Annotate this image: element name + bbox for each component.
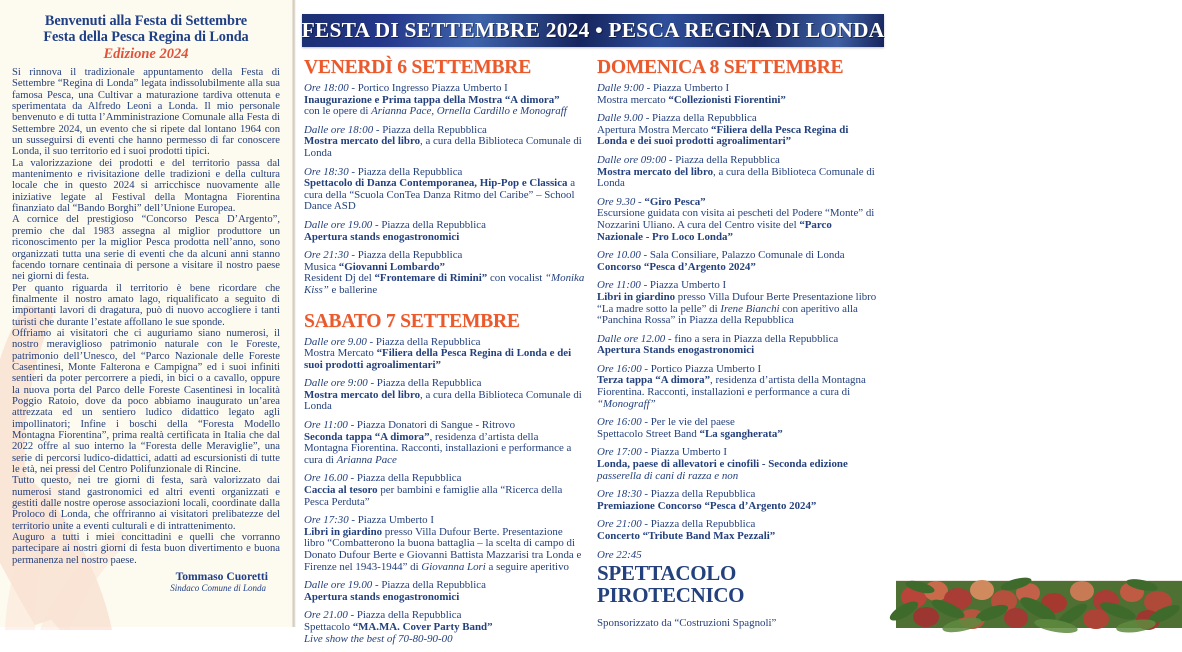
- event-time: Ore 10.00: [597, 249, 641, 262]
- event-place: - Piazza della Repubblica: [348, 249, 463, 262]
- event-time: Dalle ore 09:00: [597, 153, 667, 166]
- edition-label: Edizione 2024: [103, 46, 189, 62]
- event-text: “Monograff”: [597, 397, 656, 410]
- programme-event: [597, 550, 878, 630]
- programme-columns: [296, 47, 886, 652]
- event-text: Mostra mercato del libro: [597, 165, 714, 178]
- programme-event: [304, 220, 585, 243]
- event-text: Seconda tappa “A dimora”: [304, 430, 430, 443]
- programme-event: [304, 83, 585, 118]
- event-place: - Sala Consiliare, Palazzo Comunale di Londa: [640, 249, 845, 262]
- event-text: , residenza d’artista della Montagna Fiorentina. Racconti, installazioni e performance a cura di: [597, 374, 866, 399]
- event-text: presso Villa Dufour Berte Presentazione libro “La madre sotto la pelle” di: [597, 290, 877, 315]
- event-text: a cura della “Scuola ConTea Danza Ritmo del Caribe” – School Dance ASD: [304, 177, 576, 213]
- event-time: Ore 17:30: [304, 514, 349, 527]
- event-time: Ore 9.30: [597, 195, 636, 208]
- event-text: Apertura Stands enogastronomici: [597, 344, 755, 357]
- mayor-paragraph: Per quanto riguarda il territorio è bene ricordare che finalmente il nostro amato lago, riqualificato a seguito di importanti lavori di dragatura, può di nuovo accogliere i tanti turisti che durante l’estate affollano le sue sponde.: [12, 282, 280, 328]
- programme-event: [304, 610, 585, 645]
- event-text: Inaugurazione e Prima tappa della Mostra “A dimora”: [304, 93, 560, 106]
- event-text: con aperitivo alla “Panchina Rossa” in Piazza della Repubblica: [597, 302, 858, 327]
- event-text: Mostra mercato del libro: [304, 135, 421, 148]
- event-text: “Filiera della Pesca Regina di Londa e dei suoi prodotti agroalimentari”: [597, 123, 849, 148]
- event-place: - Piazza della Repubblica: [372, 579, 486, 592]
- programme-event: [304, 125, 585, 160]
- event-text: Caccia al tesoro: [304, 484, 378, 497]
- programme-event: [597, 83, 878, 106]
- column-right: [593, 51, 880, 652]
- programme-event: [597, 250, 878, 273]
- event-place: - Piazza Umberto I: [643, 82, 730, 94]
- event-text: con le opere di: [304, 105, 372, 118]
- programme-event: [597, 155, 878, 190]
- event-text: , residenza d’artista della Montagna Fiorentina. Racconti, installazioni e performance a cura di: [304, 430, 572, 466]
- event-place: - Per le vie del paese: [641, 416, 735, 429]
- event-time: Dalle 9:00: [597, 82, 644, 94]
- event-text: Arianna Pace: [336, 453, 397, 466]
- event-text: Spettacolo Street Band: [597, 427, 700, 440]
- event-text: Concorso “Pesca d’Argento 2024”: [597, 260, 756, 273]
- event-place: - Piazza della Repubblica: [373, 123, 487, 136]
- day-heading-sabato: SABATO 7 SETTEMBRE: [304, 310, 520, 332]
- event-text: “Filiera della Pesca Regina di Londa e dei suoi prodotti agroalimentari”: [304, 347, 572, 371]
- mayor-signature-name: Tommaso Cuoretti: [175, 570, 268, 584]
- event-place: - Piazza Donatori di Sangue - Ritrovo: [347, 419, 516, 432]
- event-time: Dalle ore 18:00: [304, 123, 374, 136]
- mayor-paragraph: A cornice del prestigioso “Concorso Pesca D’Argento”, premio che dal 1983 assegna al miglior produttore un riconoscimento per la miglior Pesca prodotta nell’anno, sono organizzati tutta una serie di eventi che da alcuni anni stanno facendo tornare centinaia di persone a visitare il nostro paese nei giorni di festa.: [12, 214, 280, 283]
- event-place: - “Giro Pesca”: [635, 195, 706, 208]
- programme-event: [304, 515, 585, 573]
- mayor-paragraph: Tutto questo, nei tre giorni di festa, sarà valorizzato dai numerosi stand gastronomici ed altri eventi organizzati e gestiti dalle nostre operose associazioni locali, coordinate dalla Proloco di Londa, che offriranno ai visitatori prelibatezze del territorio unite a eventi culturali e di intrattenimento.: [12, 475, 280, 532]
- event-text: e ballerine: [328, 283, 378, 296]
- event-place: - Piazza Umberto I: [640, 279, 727, 292]
- event-time: Ore 21:00: [597, 518, 642, 531]
- event-place: - Piazza della Repubblica: [366, 335, 481, 348]
- welcome-title-line1: Benvenuti alla Festa di Settembre: [44, 13, 248, 29]
- event-time: Ore 16:00: [597, 416, 642, 429]
- event-place: - Piazza della Repubblica: [642, 112, 757, 125]
- event-time: Ore 21:30: [304, 249, 349, 262]
- event-text: “La sgangherata”: [699, 427, 783, 440]
- event-text: Libri in giardino: [597, 290, 676, 303]
- festival-banner: [302, 14, 884, 47]
- programme-event: [304, 378, 585, 413]
- day-heading-venerdi: VENERDÌ 6 SETTEMBRE: [304, 57, 532, 78]
- event-place: - Piazza della Repubblica: [348, 165, 463, 178]
- event-text: Terza tappa “A dimora”: [597, 374, 711, 387]
- event-text: , a cura della Biblioteca Comunale di Londa: [304, 388, 582, 413]
- event-place: - Piazza della Repubblica: [367, 377, 482, 390]
- event-time: Dalle 9.00: [597, 112, 643, 125]
- event-place: - Portico Ingresso Piazza Umberto I: [348, 82, 508, 94]
- banner-title: FESTA DI SETTEMBRE 2024 • PESCA REGINA DI LONDA: [301, 18, 885, 42]
- programme-event: [304, 337, 585, 372]
- event-place: - Piazza della Repubblica: [347, 609, 462, 622]
- mayor-paragraph: Si rinnova il tradizionale appuntamento della Festa di Settembre “Regina di Londa” legata indissolubilmente alla sua famosa Pesca, una Cultivar a maturazione tardiva ottenuta e sperimentata da Alfredo Leoni a Londa. Il mio personale benvenuto e di tutta l’Amministrazione Comunale alla Festa di Settembre 2024, un evento che si ripete dal lontano 1964 con un susseguirsi di eventi che hanno permesso di far conoscere Londa, il suo territorio ed i suoi prodotti tipici.: [12, 67, 280, 158]
- event-time: Ore 22:45: [597, 548, 642, 561]
- event-time: Ore 18:30: [597, 488, 642, 501]
- event-time: Dalle ore 12.00: [597, 332, 666, 345]
- event-text: per bambini e famiglie alla “Ricerca della Pesca Perduta”: [304, 484, 563, 508]
- event-place: - Piazza Umberto I: [641, 446, 727, 459]
- event-text: Premiazione Concorso “Pesca d’Argento 2024”: [597, 499, 817, 512]
- event-time: Ore 11:00: [304, 419, 348, 432]
- event-text: Mostra mercato: [597, 93, 669, 106]
- programme-event: [597, 197, 878, 243]
- column-left: [304, 51, 593, 652]
- event-place: - Piazza della Repubblica: [641, 518, 756, 531]
- event-text: con vocalist: [487, 272, 545, 285]
- programme-event: [597, 417, 878, 440]
- event-time: Dalle ore 19.00: [304, 579, 373, 592]
- event-place: - Piazza Umberto I: [348, 514, 434, 527]
- event-text: SPETTACOLO PIROTECNICO: [597, 561, 745, 608]
- event-time: Ore 18:30: [304, 165, 349, 178]
- mayor-welcome-panel: [0, 0, 292, 627]
- event-text: Mostra mercato del libro: [304, 388, 421, 401]
- programme-event: [304, 420, 585, 466]
- event-text: Concerto “Tribute Band Max Pezzali”: [597, 530, 776, 542]
- event-text: presso Villa Dufour Berte. Presentazione libro “Combatterono la buona battaglia – la scelta di campo di Donato Dufour Berte e Giovanni Battista Mazzarisi tra Londa e Firenze nel 1943-1944” di: [304, 525, 582, 573]
- event-text: Musica: [304, 260, 339, 273]
- event-time: Ore 18:00: [304, 82, 349, 94]
- event-place: - Piazza della Repubblica: [641, 488, 756, 501]
- programme-event: [304, 167, 585, 213]
- programme-event: [597, 334, 878, 357]
- event-time: Ore 11:00: [597, 279, 641, 292]
- mayor-signature-role: Sindaco Comune di Londa: [170, 583, 266, 594]
- event-text: “Monika Kiss”: [304, 272, 585, 296]
- event-text: Resident Dj del: [304, 272, 375, 285]
- event-text: Libri in giardino: [304, 525, 383, 538]
- programme-event: [597, 364, 878, 410]
- event-text: Irene Bianchi: [720, 302, 780, 315]
- event-place: - Piazza della Repubblica: [347, 472, 462, 485]
- event-time: Ore 21.00: [304, 609, 348, 622]
- event-text: Live show the best of 70-80-90-00: [304, 632, 453, 645]
- day-heading-domenica: DOMENICA 8 SETTEMBRE: [597, 57, 844, 78]
- event-text: Sponsorizzato da “Costruzioni Spagnoli”: [597, 616, 777, 629]
- event-text: “Parco Nazionale - Pro Loco Londa”: [597, 218, 832, 243]
- programme-event: [597, 519, 878, 542]
- event-text: a seguire aperitivo: [485, 560, 569, 573]
- event-text: , a cura della Biblioteca Comunale di Londa: [304, 135, 582, 159]
- event-text: Spettacolo: [304, 620, 353, 633]
- programme-event: [304, 580, 585, 603]
- event-place: - fino a sera in Piazza della Repubblica: [665, 332, 839, 345]
- event-text: Giovanna Lori: [421, 560, 486, 573]
- mayor-paragraph: Auguro a tutti i miei concittadini e quelli che vorranno partecipare ai nostri giorni di festa buon divertimento e buona permanenza nel nostro paese.: [12, 532, 280, 566]
- event-place: - Piazza della Repubblica: [372, 218, 486, 231]
- programme-event: [304, 250, 585, 296]
- event-text: Apertura stands enogastronomici: [304, 230, 460, 243]
- event-time: Ore 16.00: [304, 472, 348, 485]
- mayor-paragraph: La valorizzazione dei prodotti e del territorio passa dal mantenimento e rivisitazione delle tradizioni e della cultura locale che in questo 2024 si arricchisce nuovamente alle iniziative legate al Festival della Montagna Fiorentina finanziato dal “Bando Borghi” dell’Unione Europea.: [12, 157, 280, 215]
- welcome-title-line2: Festa della Pesca Regina di Londa: [43, 28, 249, 45]
- event-text: Apertura stands enogastronomici: [304, 590, 460, 603]
- programme-panel: [296, 0, 886, 645]
- event-place: - Piazza della Repubblica: [666, 153, 780, 166]
- event-text: “Frontemare di Rimini”: [374, 272, 488, 285]
- event-place: - Portico Piazza Umberto I: [641, 362, 762, 375]
- event-text: Londa, paese di allevatori e cinofili - Seconda edizione: [597, 458, 848, 471]
- programme-event: [597, 113, 878, 148]
- programme-event: [597, 280, 878, 326]
- event-time: Dalle ore 9:00: [304, 377, 368, 390]
- mayor-paragraph: Offriamo ai visitatori che ci auguriamo siano numerosi, il nostro meraviglioso patrimonio naturale con le Foreste, patrimonio dell’Unesco, del “Parco Nazionale delle Foreste Casentinesi, Monte Falterona e Campigna” ed i suoi infiniti sentieri da poter percorrere a piedi, in bici o a cavallo, oppure la nuova porta del Parco delle Foreste Casentinesi in località Poggio Ratoio, dove da poco abbiamo inaugurato un’area attrezzata ed un sentiero ludico didattico legato agli impollinatori; Infine i boschi della “Foresta Modello Montagna Fiorentina”, prima realtà certificata in Italia che dal 2022 offre al suo interno la “Foresta delle Meraviglie”, una serie di percorsi ludico-didattici, adatti ad escursionisti di tutte le età, nei pressi del Centro Polifunzionale di Rincine.: [12, 327, 280, 476]
- programme-event: [597, 447, 878, 482]
- peaches-photo: [896, 580, 1182, 628]
- event-text: passerella di cani di razza e non: [597, 469, 739, 482]
- event-text: “Giovanni Lombardo”: [338, 260, 446, 273]
- event-time: Ore 17:00: [597, 446, 642, 459]
- event-text: “Collezionisti Fiorentini”: [668, 93, 786, 106]
- event-text: Apertura Mostra Mercato: [597, 123, 712, 136]
- event-time: Ore 16:00: [597, 362, 642, 375]
- event-text: “MA.MA. Cover Party Band”: [352, 620, 493, 633]
- event-time: Dalle ore 9.00: [304, 335, 367, 348]
- programme-event: [597, 489, 878, 512]
- event-time: Dalle ore 19.00: [304, 218, 373, 231]
- mayor-message-body: [12, 67, 280, 566]
- event-text: Mostra Mercato: [304, 347, 377, 360]
- programme-event: [304, 473, 585, 508]
- event-text: Escursione guidata con visita ai pescheti del Podere “Monte” di Nozzarini Uliano. A cura del Centro visite del: [597, 207, 875, 231]
- event-text: , a cura della Biblioteca Comunale di Londa: [597, 165, 875, 190]
- event-text: Arianna Pace, Ornella Cardillo e Monograff: [371, 105, 567, 118]
- event-text: Spettacolo di Danza Contemporanea, Hip-Pop e Classica: [304, 177, 568, 190]
